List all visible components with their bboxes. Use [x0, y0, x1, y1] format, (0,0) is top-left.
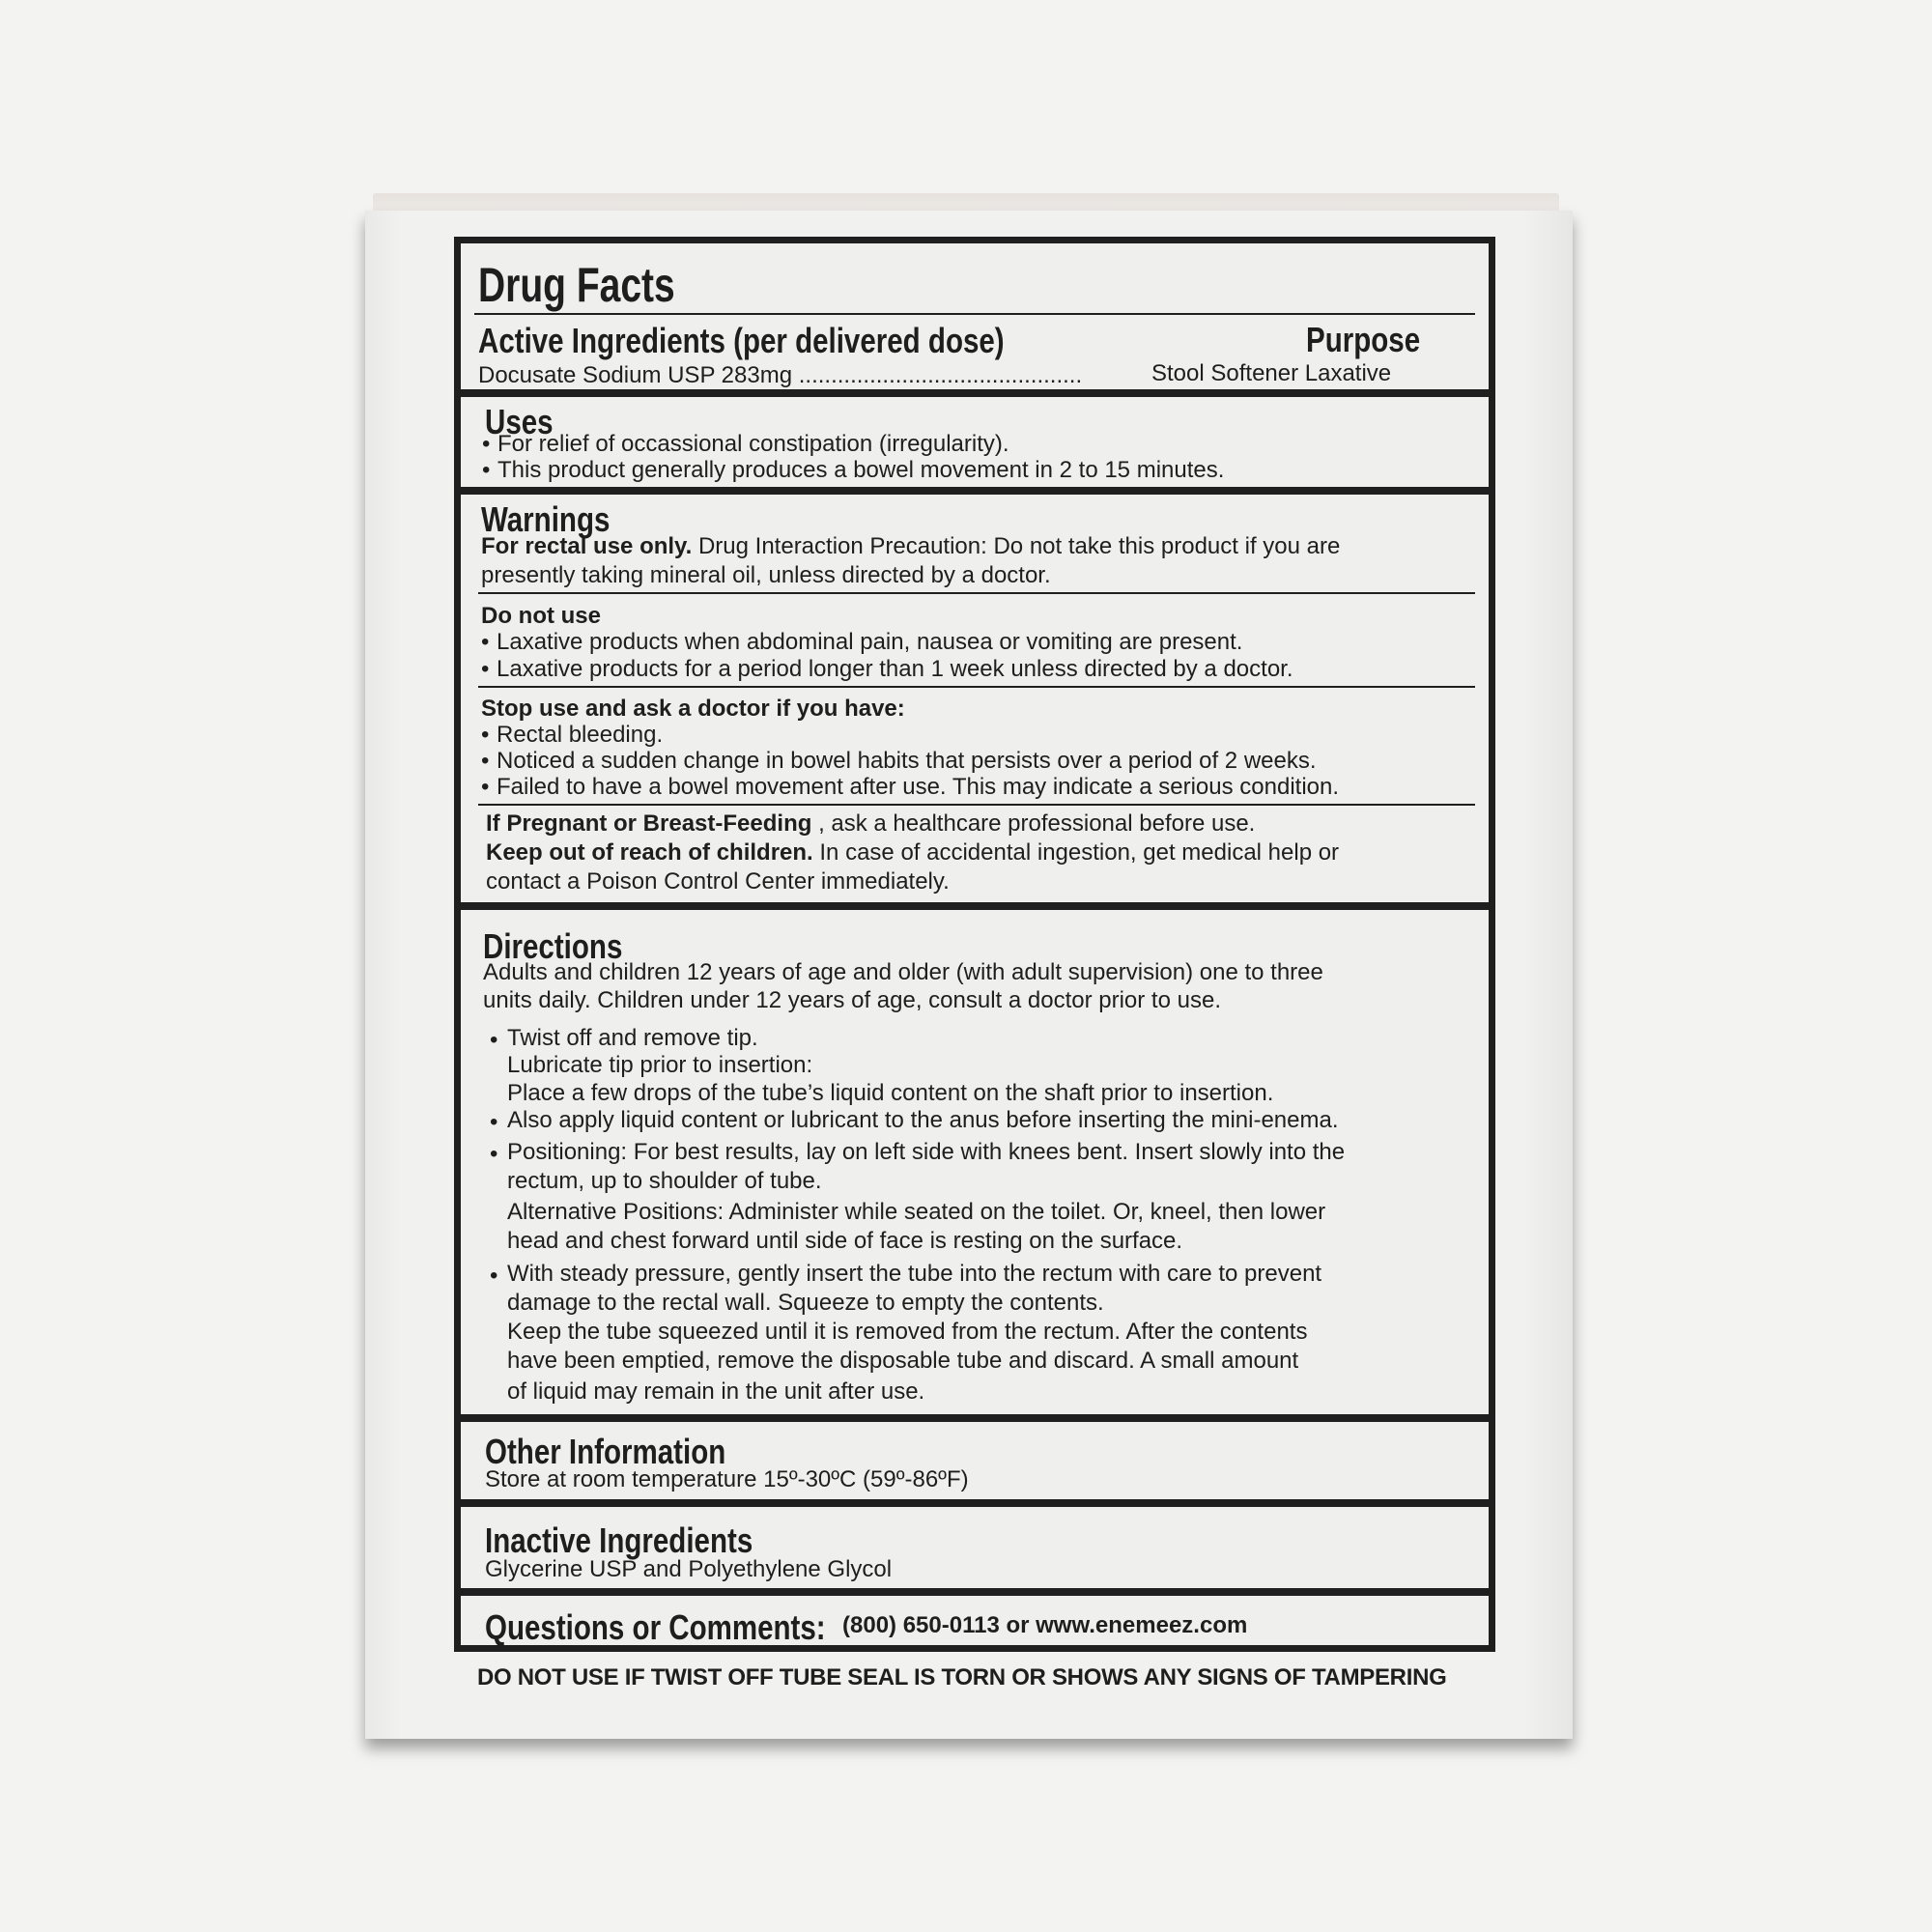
uses-heading: Uses — [485, 402, 554, 441]
purpose-heading: Purpose — [1306, 320, 1421, 359]
do-not-use-item: • Laxative products for a period longer than 1 week unless directed by a doctor. — [481, 656, 1293, 682]
stop-use-heading: Stop use and ask a doctor if you have: — [481, 696, 905, 722]
divider-inactive — [461, 1588, 1489, 1596]
active-ingredient-line — [478, 361, 1082, 390]
divider-other — [461, 1499, 1489, 1507]
stop-use-item: • Rectal bleeding. — [481, 722, 664, 748]
directions-line: Twist off and remove tip. — [507, 1025, 758, 1051]
directions-heading: Directions — [483, 926, 623, 966]
directions-bullet: • — [490, 1141, 498, 1167]
stop-use-item: • Noticed a sudden change in bowel habits that persists over a period of 2 weeks. — [481, 748, 1317, 774]
title-rule — [474, 313, 1475, 315]
rectal-use-line-2: presently taking mineral oil, unless directed by a doctor. — [481, 562, 1051, 588]
purpose-value: Stool Softener Laxative — [1151, 360, 1392, 386]
active-ingredient: Docusate Sodium USP 283mg ............................................ — [478, 362, 1083, 388]
directions-line: Positioning: For best results, lay on left side with knees bent. Insert slowly into the — [507, 1139, 1346, 1165]
directions-intro: Adults and children 12 years of age and older (with adult supervision) one to three — [483, 959, 1323, 985]
directions-line: head and chest forward until side of face is resting on the surface. — [507, 1228, 1183, 1254]
other-info-text: Store at room temperature 15º-30ºC (59º-86ºF) — [485, 1466, 969, 1492]
pregnant-line: If Pregnant or Breast-Feeding , ask a healthcare professional before use. — [486, 810, 1256, 837]
directions-line: have been emptied, remove the disposable tube and discard. A small amount — [507, 1348, 1299, 1374]
drug-facts-title: Drug Facts — [478, 258, 675, 312]
divider-warnings — [461, 902, 1489, 910]
keep-out-line: Keep out of reach of children. In case of accidental ingestion, get medical help or — [486, 839, 1340, 866]
uses-item: • This product generally produces a bowel movement in 2 to 15 minutes. — [482, 457, 1225, 483]
divider-directions — [461, 1414, 1489, 1422]
directions-bullet: • — [490, 1263, 498, 1289]
directions-line: Lubricate tip prior to insertion: — [507, 1052, 813, 1078]
directions-line: Also apply liquid content or lubricant to the anus before inserting the mini-enema. — [507, 1107, 1339, 1133]
uses-item: • For relief of occassional constipation (irregularity). — [482, 431, 1009, 457]
other-info-heading: Other Information — [485, 1432, 726, 1471]
stop-use-item: • Failed to have a bowel movement after use. This may indicate a serious condition. — [481, 774, 1340, 800]
directions-line: With steady pressure, gently insert the tube into the rectum with care to prevent — [507, 1261, 1322, 1287]
warnings-heading: Warnings — [481, 499, 611, 539]
directions-bullet: • — [490, 1109, 498, 1135]
divider-uses — [461, 487, 1489, 495]
directions-bullet: • — [490, 1027, 498, 1053]
inactive-text: Glycerine USP and Polyethylene Glycol — [485, 1556, 893, 1582]
directions-line: rectum, up to shoulder of tube. — [507, 1168, 822, 1194]
active-ingredients-heading: Active Ingredients (per delivered dose) — [478, 321, 1005, 360]
do-not-use-item: • Laxative products when abdominal pain, nausea or vomiting are present. — [481, 629, 1243, 655]
directions-line: Keep the tube squeezed until it is removed from the rectum. After the contents — [507, 1319, 1308, 1345]
warnings-rule-3 — [478, 804, 1475, 806]
warnings-rule-2 — [478, 686, 1475, 688]
tamper-warning: DO NOT USE IF TWIST OFF TUBE SEAL IS TORN OR SHOWS ANY SIGNS OF TAMPERING — [477, 1664, 1447, 1690]
questions-heading: Questions or Comments: — [485, 1607, 826, 1647]
directions-line: damage to the rectal wall. Squeeze to empty the contents. — [507, 1290, 1104, 1316]
inactive-heading: Inactive Ingredients — [485, 1520, 753, 1560]
directions-line: of liquid may remain in the unit after use. — [507, 1378, 925, 1405]
questions-contact: (800) 650-0113 or www.enemeez.com — [842, 1612, 1248, 1638]
warnings-rule-1 — [478, 592, 1475, 594]
divider-active — [461, 389, 1489, 397]
directions-line: Place a few drops of the tube’s liquid content on the shaft prior to insertion. — [507, 1080, 1274, 1106]
keep-out-line-2: contact a Poison Control Center immediately. — [486, 868, 950, 895]
drug-facts-panel — [454, 237, 1495, 1652]
directions-line: Alternative Positions: Administer while seated on the toilet. Or, kneel, then lower — [507, 1199, 1326, 1225]
directions-intro-2: units daily. Children under 12 years of age, consult a doctor prior to use. — [483, 987, 1221, 1013]
do-not-use-heading: Do not use — [481, 603, 601, 629]
rectal-use-line: For rectal use only. Drug Interaction Precaution: Do not take this product if you are — [481, 533, 1341, 559]
